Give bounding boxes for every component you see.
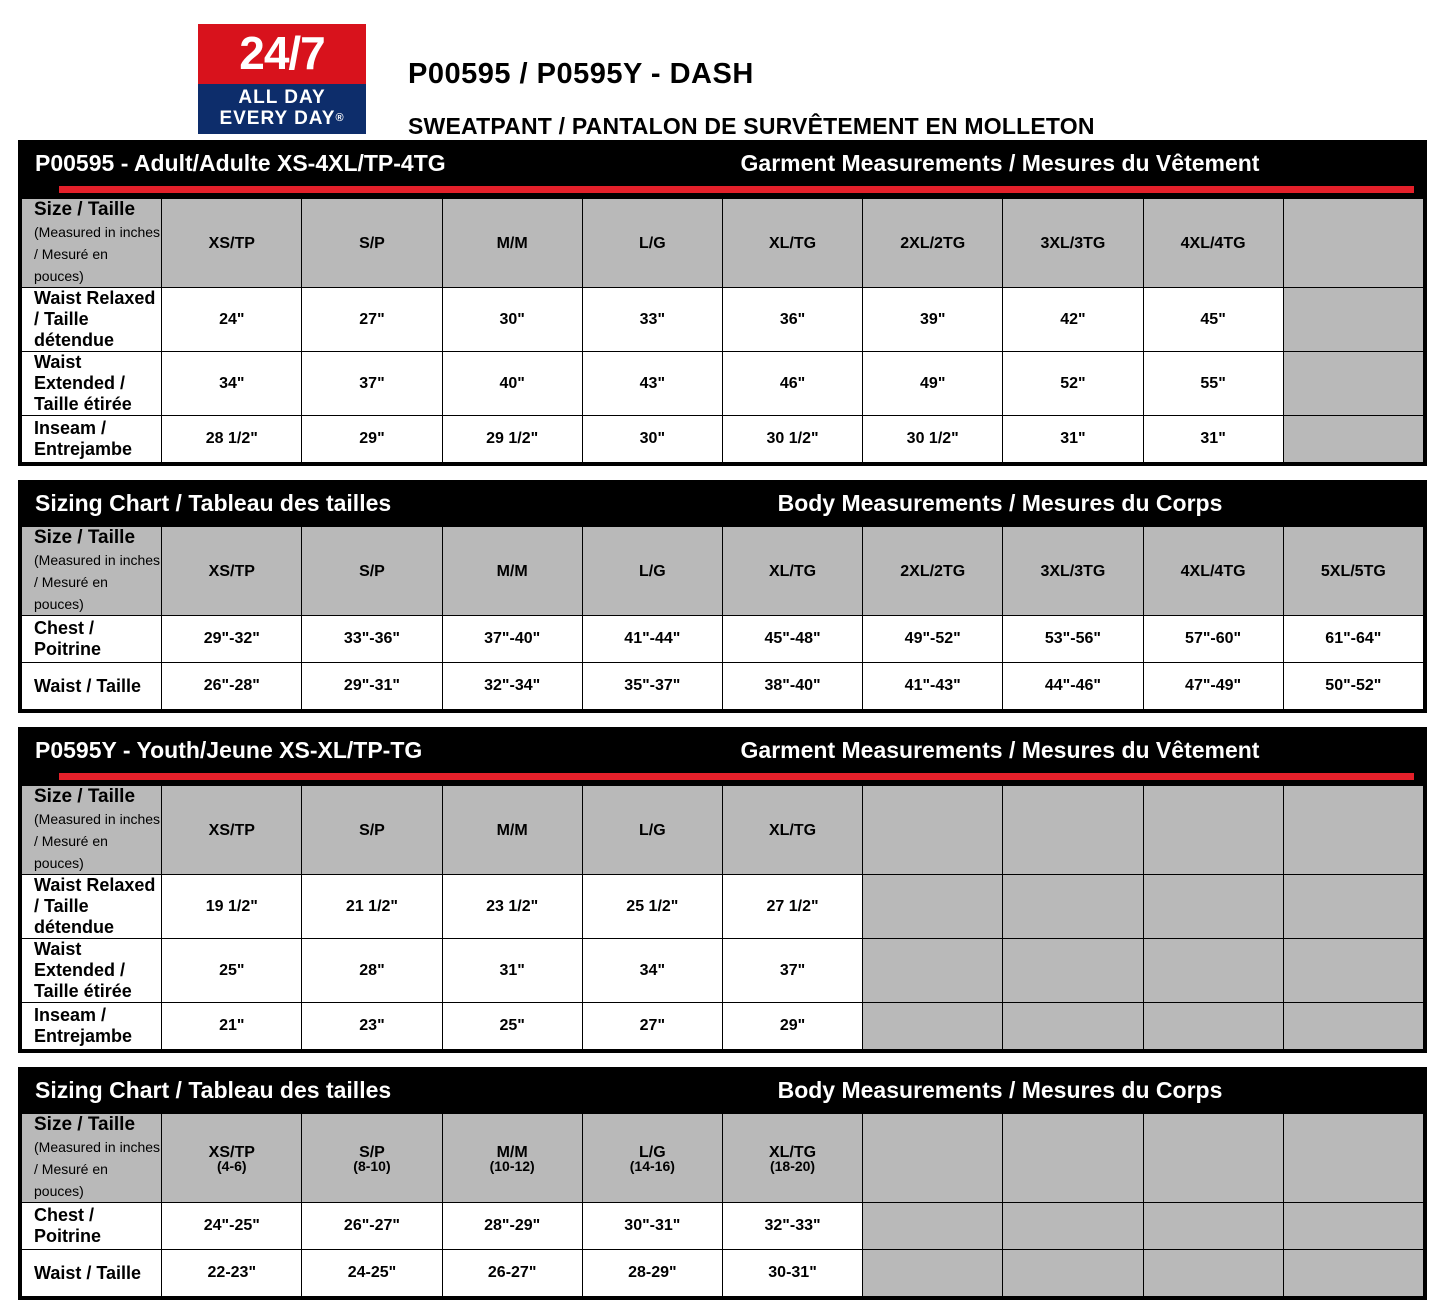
size-name: S/P (359, 1143, 385, 1161)
empty-header-cell (863, 786, 1003, 875)
chart-band-title: Sizing Chart / Tableau des tailles (35, 1077, 392, 1103)
size-label-text: Size / Taille (34, 199, 136, 220)
chart-band (21, 730, 1424, 773)
measurement-value: 43" (582, 352, 722, 416)
size-column-header (1143, 527, 1283, 616)
measurement-value: 41"-43" (863, 663, 1003, 710)
red-accent-bar (21, 773, 1424, 785)
measurement-value: 40" (442, 352, 582, 416)
measurement-value: 41"-44" (582, 616, 722, 663)
table-row (22, 616, 1424, 663)
empty-cell (863, 1003, 1003, 1050)
size-name: S/P (359, 821, 385, 839)
measurement-value: 22-23" (162, 1250, 302, 1297)
measurement-value: 27" (582, 1003, 722, 1050)
measurement-value: 25" (162, 939, 302, 1003)
size-column-header (582, 199, 722, 288)
table-header-row (22, 1114, 1424, 1203)
size-column-header (162, 527, 302, 616)
size-name: XL/TG (768, 821, 817, 839)
measurements-table (21, 526, 1424, 710)
size-column-header (442, 527, 582, 616)
measurement-value: 28"-29" (442, 1203, 582, 1250)
red-accent-line (59, 186, 1414, 193)
empty-cell (1283, 1250, 1423, 1297)
size-column-header (722, 786, 862, 875)
measurement-value: 19 1/2" (162, 875, 302, 939)
chart-band-title: Sizing Chart / Tableau des tailles (35, 490, 392, 516)
size-column-header (863, 199, 1003, 288)
measurement-value: 31" (442, 939, 582, 1003)
measurement-label: Waist Relaxed / Taille détendue (22, 288, 162, 352)
empty-header-cell (1143, 1114, 1283, 1203)
size-column-header (302, 199, 442, 288)
empty-cell (1283, 875, 1423, 939)
size-label-note: (Measured in inches / Mesuré en pouces) (34, 1139, 161, 1199)
table-row (22, 663, 1424, 710)
measurement-value: 26"-27" (302, 1203, 442, 1250)
measurement-value: 26"-28" (162, 663, 302, 710)
measurement-value: 36" (722, 288, 862, 352)
measurement-label: Inseam / Entrejambe (22, 1003, 162, 1050)
logo-tagline-line2: EVERY DAY® (219, 108, 345, 129)
measurement-label: Waist Extended / Taille étirée (22, 939, 162, 1003)
measurement-label: Chest / Poitrine (22, 616, 162, 663)
table-row (22, 352, 1424, 416)
measurement-value: 30 1/2" (722, 416, 862, 463)
table-row (22, 288, 1424, 352)
title-block (408, 24, 1095, 140)
size-name: S/P (359, 234, 385, 252)
page-title: P00595 / P0595Y - DASH (408, 58, 754, 90)
size-age-range: (4-6) (217, 1157, 247, 1174)
size-name: L/G (639, 1143, 666, 1161)
measurement-value: 25" (442, 1003, 582, 1050)
measurement-value: 29" (722, 1003, 862, 1050)
size-name: 3XL/3TG (1040, 234, 1106, 252)
measurement-label: Chest / Poitrine (22, 1203, 162, 1250)
empty-header-cell (1143, 786, 1283, 875)
table-header-row (22, 786, 1424, 875)
logo-247-text: 24/7 (198, 24, 366, 84)
table-row (22, 1250, 1424, 1297)
measurement-value: 27" (302, 288, 442, 352)
measurement-value: 30" (582, 416, 722, 463)
empty-header-cell (1283, 1114, 1423, 1203)
chart-band (21, 1070, 1424, 1113)
red-accent-line (59, 773, 1414, 780)
size-age-range: (18-20) (769, 1157, 816, 1174)
empty-cell (1283, 288, 1423, 352)
measurement-value: 34" (582, 939, 722, 1003)
measurement-value: 39" (863, 288, 1003, 352)
measurements-table (21, 785, 1424, 1050)
table-row (22, 939, 1424, 1003)
measurement-value: 21 1/2" (302, 875, 442, 939)
size-name: 2XL/2TG (900, 234, 966, 252)
measurement-value: 61"-64" (1283, 616, 1423, 663)
size-name: XL/TG (768, 234, 817, 252)
measurement-value: 37" (302, 352, 442, 416)
size-column-header (582, 527, 722, 616)
size-column-header (582, 1114, 722, 1203)
size-name: M/M (496, 234, 528, 252)
measurement-value: 45" (1143, 288, 1283, 352)
empty-header-cell (1003, 1114, 1143, 1203)
size-column-header (302, 527, 442, 616)
empty-cell (1283, 352, 1423, 416)
empty-header-cell (1283, 199, 1423, 288)
chart-band (21, 483, 1424, 526)
empty-cell (1283, 939, 1423, 1003)
measurement-value: 29"-31" (302, 663, 442, 710)
size-name: 3XL/3TG (1040, 562, 1106, 580)
size-name: XS/TP (208, 1143, 255, 1161)
measurement-value: 32"-34" (442, 663, 582, 710)
size-column-header (442, 199, 582, 288)
size-column-header (442, 1114, 582, 1203)
measurements-table (21, 1113, 1424, 1297)
empty-cell (1283, 1003, 1423, 1050)
size-label-note: (Measured in inches / Mesuré en pouces) (34, 552, 161, 612)
measurement-value: 29 1/2" (442, 416, 582, 463)
measurement-value: 26-27" (442, 1250, 582, 1297)
measurement-label: Waist / Taille (22, 663, 162, 710)
chart-block (18, 140, 1427, 466)
measurement-value: 28" (302, 939, 442, 1003)
size-name: L/G (639, 562, 666, 580)
size-column-header (162, 199, 302, 288)
size-column-header (442, 786, 582, 875)
empty-cell (863, 1250, 1003, 1297)
size-name: L/G (639, 234, 666, 252)
size-column-header (863, 527, 1003, 616)
measurement-value: 27 1/2" (722, 875, 862, 939)
size-column-header (162, 786, 302, 875)
measurement-value: 34" (162, 352, 302, 416)
page-subtitle: SWEATPANT / PANTALON DE SURVÊTEMENT EN MOLLETON (408, 113, 1095, 139)
brand-logo (198, 24, 366, 134)
logo-tagline-line1: ALL DAY (238, 87, 326, 108)
size-label-header (22, 786, 162, 875)
table-row (22, 1003, 1424, 1050)
size-label-note: (Measured in inches / Mesuré en pouces) (34, 224, 161, 284)
size-label-text: Size / Taille (34, 786, 136, 807)
measurement-value: 24"-25" (162, 1203, 302, 1250)
measurement-value: 47"-49" (1143, 663, 1283, 710)
size-name: M/M (496, 1143, 528, 1161)
size-label-header (22, 1114, 162, 1203)
chart-block (18, 727, 1427, 1053)
empty-cell (1003, 1203, 1143, 1250)
chart-block (18, 480, 1427, 713)
size-column-header (302, 1114, 442, 1203)
measurement-value: 32"-33" (722, 1203, 862, 1250)
measurement-value: 28 1/2" (162, 416, 302, 463)
document-header (18, 0, 1427, 140)
measurement-value: 29" (302, 416, 442, 463)
empty-cell (1003, 1003, 1143, 1050)
measurement-value: 38"-40" (722, 663, 862, 710)
measurement-value: 33"-36" (302, 616, 442, 663)
size-column-header (162, 1114, 302, 1203)
size-name: XL/TG (768, 562, 817, 580)
size-column-header (1143, 199, 1283, 288)
empty-cell (1003, 875, 1143, 939)
table-row (22, 416, 1424, 463)
size-label-text: Size / Taille (34, 527, 136, 548)
size-name: S/P (359, 562, 385, 580)
measurement-value: 31" (1143, 416, 1283, 463)
size-column-header (1003, 199, 1143, 288)
chart-band-title: P00595 - Adult/Adulte XS-4XL/TP-4TG (35, 150, 446, 176)
measurement-value: 30-31" (722, 1250, 862, 1297)
empty-cell (863, 1203, 1003, 1250)
measurement-value: 31" (1003, 416, 1143, 463)
size-column-header (722, 1114, 862, 1203)
table-blocks (18, 140, 1427, 1300)
measurement-label: Waist Relaxed / Taille détendue (22, 875, 162, 939)
measurement-value: 24-25" (302, 1250, 442, 1297)
measurement-value: 44"-46" (1003, 663, 1143, 710)
measurement-value: 57"-60" (1143, 616, 1283, 663)
size-name: XS/TP (208, 821, 255, 839)
chart-band-subtitle: Body Measurements / Mesures du Corps (777, 1077, 1223, 1103)
measurement-value: 45"-48" (722, 616, 862, 663)
measurement-value: 37"-40" (442, 616, 582, 663)
measurement-value: 30"-31" (582, 1203, 722, 1250)
size-name: M/M (496, 562, 528, 580)
size-column-header (582, 786, 722, 875)
size-label-header (22, 527, 162, 616)
size-name: XS/TP (208, 562, 255, 580)
measurement-value: 55" (1143, 352, 1283, 416)
measurement-value: 21" (162, 1003, 302, 1050)
measurement-value: 35"-37" (582, 663, 722, 710)
measurement-value: 29"-32" (162, 616, 302, 663)
chart-band-title: P0595Y - Youth/Jeune XS-XL/TP-TG (35, 737, 423, 763)
measurement-value: 50"-52" (1283, 663, 1423, 710)
measurement-value: 30" (442, 288, 582, 352)
empty-header-cell (863, 1114, 1003, 1203)
size-column-header (722, 527, 862, 616)
empty-cell (863, 939, 1003, 1003)
measurement-value: 28-29" (582, 1250, 722, 1297)
table-row (22, 875, 1424, 939)
size-column-header (722, 199, 862, 288)
size-name: 2XL/2TG (900, 562, 966, 580)
size-label-text: Size / Taille (34, 1114, 136, 1135)
size-name: 4XL/4TG (1180, 234, 1246, 252)
measurement-label: Inseam / Entrejambe (22, 416, 162, 463)
size-column-header (302, 786, 442, 875)
size-name: L/G (639, 821, 666, 839)
measurement-label: Waist / Taille (22, 1250, 162, 1297)
chart-block (18, 1067, 1427, 1300)
measurement-value: 23 1/2" (442, 875, 582, 939)
size-name: M/M (496, 821, 528, 839)
size-label-header (22, 199, 162, 288)
size-label-note: (Measured in inches / Mesuré en pouces) (34, 811, 161, 871)
chart-band-subtitle: Garment Measurements / Mesures du Vêtement (740, 737, 1260, 763)
size-age-range: (10-12) (489, 1157, 535, 1174)
empty-cell (1283, 416, 1423, 463)
measurement-value: 23" (302, 1003, 442, 1050)
size-age-range: (8-10) (353, 1157, 391, 1174)
measurement-value: 49"-52" (863, 616, 1003, 663)
empty-cell (1143, 875, 1283, 939)
size-name: 5XL/5TG (1320, 562, 1386, 580)
size-column-header (1003, 527, 1143, 616)
empty-cell (1143, 939, 1283, 1003)
chart-band (21, 143, 1424, 186)
table-row (22, 1203, 1424, 1250)
measurement-value: 42" (1003, 288, 1143, 352)
empty-cell (1143, 1203, 1283, 1250)
chart-band-subtitle: Body Measurements / Mesures du Corps (777, 490, 1223, 516)
measurement-value: 30 1/2" (863, 416, 1003, 463)
size-name: XS/TP (208, 234, 255, 252)
chart-band-subtitle: Garment Measurements / Mesures du Vêtement (740, 150, 1260, 176)
empty-header-cell (1283, 786, 1423, 875)
size-name: XL/TG (768, 1143, 817, 1161)
measurement-value: 33" (582, 288, 722, 352)
size-age-range: (14-16) (629, 1157, 675, 1174)
red-accent-bar (21, 186, 1424, 198)
empty-cell (1143, 1250, 1283, 1297)
table-header-row (22, 527, 1424, 616)
empty-cell (863, 875, 1003, 939)
measurement-value: 25 1/2" (582, 875, 722, 939)
measurement-value: 37" (722, 939, 862, 1003)
empty-header-cell (1003, 786, 1143, 875)
measurement-label: Waist Extended / Taille étirée (22, 352, 162, 416)
measurement-value: 52" (1003, 352, 1143, 416)
measurement-value: 46" (722, 352, 862, 416)
table-header-row (22, 199, 1424, 288)
measurements-table (21, 198, 1424, 463)
logo-tagline (198, 84, 366, 134)
size-name: 4XL/4TG (1180, 562, 1246, 580)
size-column-header (1283, 527, 1423, 616)
measurement-value: 24" (162, 288, 302, 352)
empty-cell (1143, 1003, 1283, 1050)
measurement-value: 53"-56" (1003, 616, 1143, 663)
empty-cell (1003, 1250, 1143, 1297)
measurement-value: 49" (863, 352, 1003, 416)
empty-cell (1283, 1203, 1423, 1250)
registered-mark: ® (335, 112, 345, 124)
empty-cell (1003, 939, 1143, 1003)
